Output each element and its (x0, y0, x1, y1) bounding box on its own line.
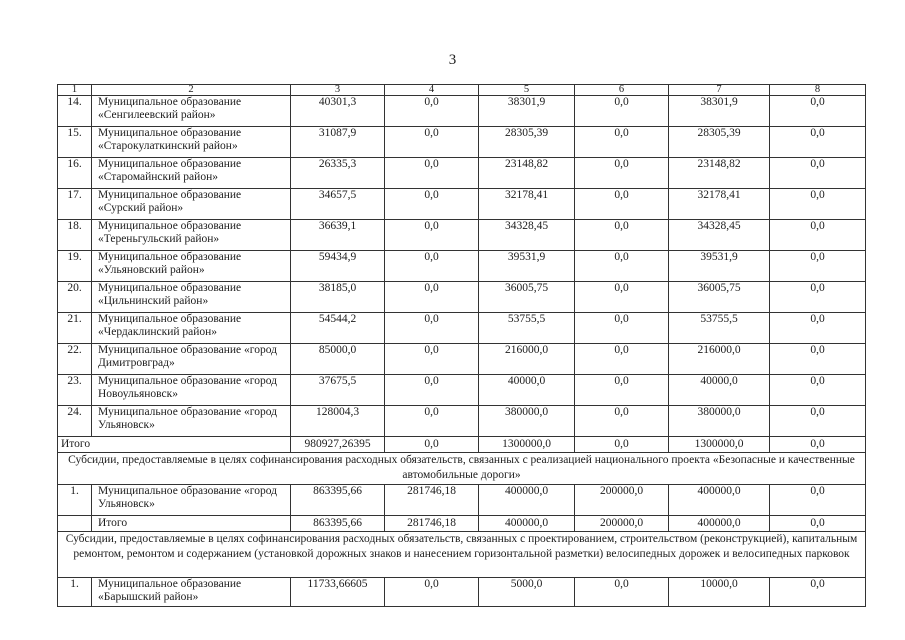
value-cell: 34657,5 (291, 189, 385, 220)
municipality-name-cell: Муниципальное образование «Ульяновский район» (92, 251, 291, 282)
column-number-cell: 7 (669, 85, 770, 96)
table-row (58, 406, 866, 437)
row-number-cell: 17. (58, 189, 92, 220)
value-cell: 38301,9 (669, 96, 770, 127)
value-cell: 40000,0 (479, 375, 575, 406)
row-number-cell (58, 516, 92, 532)
value-cell: 40301,3 (291, 96, 385, 127)
table-row (58, 158, 866, 189)
value-cell: 34328,45 (669, 220, 770, 251)
table-row (58, 127, 866, 158)
value-cell: 0,0 (770, 127, 866, 158)
value-cell: 0,0 (385, 313, 479, 344)
value-cell: 53755,5 (669, 313, 770, 344)
municipality-name-cell: Муниципальное образование «Старокулаткинский район» (92, 127, 291, 158)
value-cell: 0,0 (770, 375, 866, 406)
municipality-name-cell: Муниципальное образование «Сенгилеевский район» (92, 96, 291, 127)
value-cell: 23148,82 (669, 158, 770, 189)
total-label-cell: Итого (92, 516, 291, 532)
value-cell: 59434,9 (291, 251, 385, 282)
value-cell: 0,0 (770, 344, 866, 375)
municipality-name-cell: Муниципальное образование «город Димитровград» (92, 344, 291, 375)
row-number-cell: 16. (58, 158, 92, 189)
value-cell: 0,0 (575, 406, 669, 437)
column-number-cell: 6 (575, 85, 669, 96)
total-value-cell: 980927,26395 (291, 437, 385, 453)
section-title-cell: Субсидии, предоставляемые в целях софинансирования расходных обязательств, связанных с реализацией национального проекта «Безопасные и качественные автомобильные дороги» (58, 453, 866, 485)
total-value-cell: 0,0 (770, 437, 866, 453)
column-number-cell: 2 (92, 85, 291, 96)
value-cell: 26335,3 (291, 158, 385, 189)
value-cell: 38185,0 (291, 282, 385, 313)
value-cell: 0,0 (770, 313, 866, 344)
total-value-cell: 281746,18 (385, 516, 479, 532)
value-cell: 53755,5 (479, 313, 575, 344)
value-cell: 0,0 (770, 485, 866, 516)
value-cell: 32178,41 (479, 189, 575, 220)
value-cell: 0,0 (770, 282, 866, 313)
row-number-cell: 21. (58, 313, 92, 344)
municipality-name-cell: Муниципальное образование «Старомайнский район» (92, 158, 291, 189)
value-cell: 0,0 (575, 158, 669, 189)
row-number-cell: 1. (58, 485, 92, 516)
value-cell: 0,0 (575, 189, 669, 220)
row-number-cell: 19. (58, 251, 92, 282)
section-header-row (58, 532, 866, 578)
value-cell: 34328,45 (479, 220, 575, 251)
total-value-cell: 0,0 (385, 437, 479, 453)
row-number-cell: 23. (58, 375, 92, 406)
table-row (58, 220, 866, 251)
value-cell: 216000,0 (479, 344, 575, 375)
column-number-cell: 5 (479, 85, 575, 96)
table-row (58, 375, 866, 406)
table-row (58, 96, 866, 127)
value-cell: 0,0 (575, 313, 669, 344)
value-cell: 0,0 (575, 251, 669, 282)
value-cell: 54544,2 (291, 313, 385, 344)
value-cell: 200000,0 (575, 485, 669, 516)
total-row (58, 437, 866, 453)
total-row (58, 516, 866, 532)
total-value-cell: 0,0 (770, 516, 866, 532)
municipality-name-cell: Муниципальное образование «город Новоульяновск» (92, 375, 291, 406)
value-cell: 380000,0 (669, 406, 770, 437)
value-cell: 0,0 (575, 127, 669, 158)
value-cell: 0,0 (385, 158, 479, 189)
value-cell: 0,0 (385, 406, 479, 437)
value-cell: 0,0 (575, 344, 669, 375)
value-cell: 0,0 (770, 406, 866, 437)
municipality-name-cell: Муниципальное образование «город Ульяновск» (92, 485, 291, 516)
value-cell: 5000,0 (479, 578, 575, 607)
value-cell: 0,0 (575, 375, 669, 406)
row-number-cell: 15. (58, 127, 92, 158)
value-cell: 40000,0 (669, 375, 770, 406)
value-cell: 380000,0 (479, 406, 575, 437)
value-cell: 28305,39 (669, 127, 770, 158)
table-row (58, 251, 866, 282)
column-number-row (58, 85, 866, 96)
column-number-cell: 4 (385, 85, 479, 96)
value-cell: 36005,75 (669, 282, 770, 313)
value-cell: 0,0 (770, 578, 866, 607)
row-number-cell: 22. (58, 344, 92, 375)
value-cell: 39531,9 (669, 251, 770, 282)
value-cell: 0,0 (770, 96, 866, 127)
value-cell: 10000,0 (669, 578, 770, 607)
value-cell: 36639,1 (291, 220, 385, 251)
value-cell: 0,0 (385, 344, 479, 375)
value-cell: 0,0 (385, 282, 479, 313)
value-cell: 0,0 (575, 578, 669, 607)
section-title-cell: Субсидии, предоставляемые в целях софинансирования расходных обязательств, связанных с проектированием, строительством (реконструкцией), капитальным ремонтом, ремонтом и содержанием (установкой дорожных знаков и нанесением горизонтальной разметки) велосипедных дорожек и велосипедных парковок (58, 532, 866, 578)
value-cell: 0,0 (770, 251, 866, 282)
value-cell: 400000,0 (669, 485, 770, 516)
value-cell: 0,0 (385, 220, 479, 251)
row-number-cell: 1. (58, 578, 92, 607)
total-value-cell: 863395,66 (291, 516, 385, 532)
total-value-cell: 0,0 (575, 437, 669, 453)
value-cell: 281746,18 (385, 485, 479, 516)
value-cell: 0,0 (385, 251, 479, 282)
section-header-row (58, 453, 866, 485)
value-cell: 31087,9 (291, 127, 385, 158)
table-row (58, 485, 866, 516)
value-cell: 0,0 (385, 96, 479, 127)
municipality-name-cell: Муниципальное образование «Цильнинский район» (92, 282, 291, 313)
row-number-cell: 24. (58, 406, 92, 437)
row-number-cell: 14. (58, 96, 92, 127)
value-cell: 0,0 (575, 96, 669, 127)
total-value-cell: 1300000,0 (479, 437, 575, 453)
value-cell: 0,0 (385, 375, 479, 406)
value-cell: 400000,0 (479, 485, 575, 516)
municipality-name-cell: Муниципальное образование «Сурский район» (92, 189, 291, 220)
value-cell: 0,0 (385, 127, 479, 158)
total-value-cell: 400000,0 (669, 516, 770, 532)
subsidy-table (57, 84, 866, 607)
row-number-cell: 18. (58, 220, 92, 251)
value-cell: 216000,0 (669, 344, 770, 375)
value-cell: 32178,41 (669, 189, 770, 220)
municipality-name-cell: Муниципальное образование «Барышский район» (92, 578, 291, 607)
value-cell: 0,0 (575, 220, 669, 251)
value-cell: 0,0 (575, 282, 669, 313)
column-number-cell: 8 (770, 85, 866, 96)
value-cell: 37675,5 (291, 375, 385, 406)
value-cell: 28305,39 (479, 127, 575, 158)
row-number-cell: 20. (58, 282, 92, 313)
value-cell: 11733,66605 (291, 578, 385, 607)
total-value-cell: 200000,0 (575, 516, 669, 532)
total-value-cell: 1300000,0 (669, 437, 770, 453)
column-number-cell: 3 (291, 85, 385, 96)
municipality-name-cell: Муниципальное образование «Чердаклинский район» (92, 313, 291, 344)
value-cell: 36005,75 (479, 282, 575, 313)
municipality-name-cell: Муниципальное образование «Тереньгульский район» (92, 220, 291, 251)
value-cell: 0,0 (385, 189, 479, 220)
column-number-cell: 1 (58, 85, 92, 96)
table-row (58, 313, 866, 344)
table-row (58, 189, 866, 220)
total-label-cell: Итого (58, 437, 291, 453)
value-cell: 39531,9 (479, 251, 575, 282)
value-cell: 0,0 (385, 578, 479, 607)
table-row (58, 344, 866, 375)
page-number: 3 (448, 52, 457, 68)
municipality-name-cell: Муниципальное образование «город Ульяновск» (92, 406, 291, 437)
value-cell: 128004,3 (291, 406, 385, 437)
value-cell: 85000,0 (291, 344, 385, 375)
value-cell: 0,0 (770, 158, 866, 189)
value-cell: 863395,66 (291, 485, 385, 516)
value-cell: 0,0 (770, 189, 866, 220)
table-row (58, 282, 866, 313)
table-row (58, 578, 866, 607)
total-value-cell: 400000,0 (479, 516, 575, 532)
value-cell: 38301,9 (479, 96, 575, 127)
value-cell: 23148,82 (479, 158, 575, 189)
value-cell: 0,0 (770, 220, 866, 251)
